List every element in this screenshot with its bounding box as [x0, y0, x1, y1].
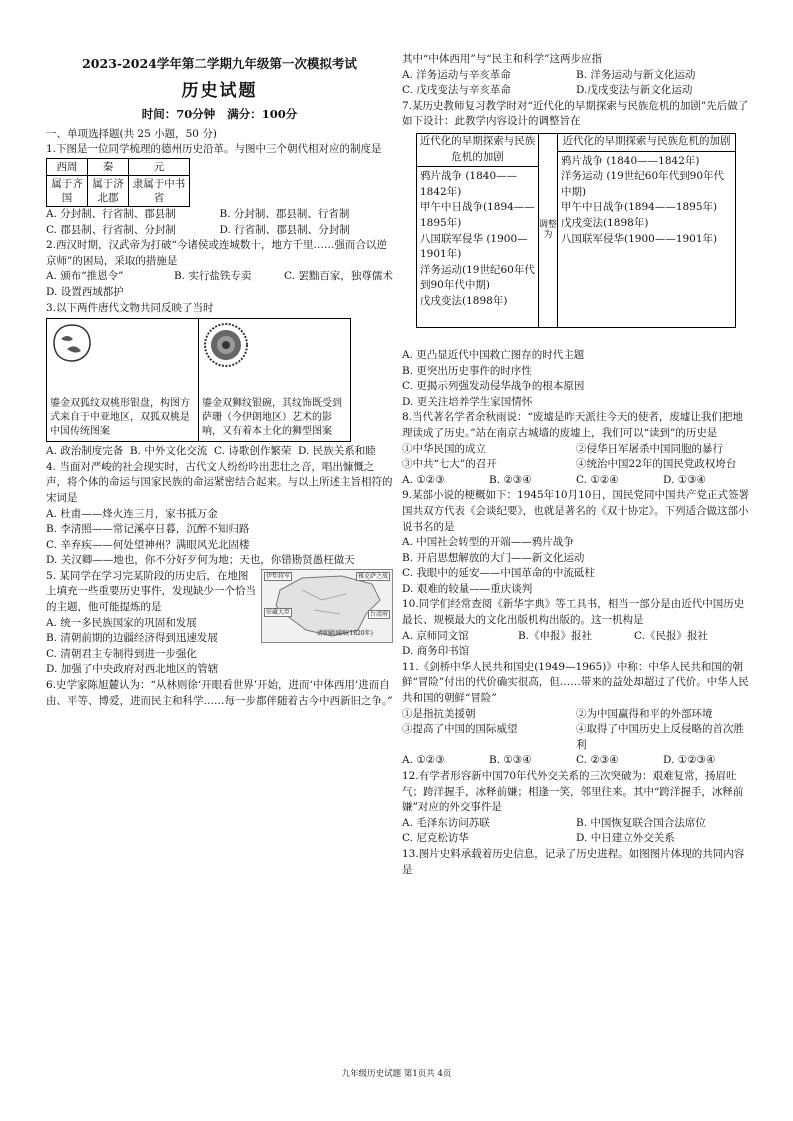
left-column	[46, 52, 393, 709]
q7-adjust-label: 调整为	[539, 134, 558, 327]
map-label: 台湾府	[369, 610, 388, 618]
option: C. ①②④	[576, 473, 619, 486]
option: B. 清朝前期的边疆经济得到迅速发展	[46, 632, 218, 645]
qing-map-image	[261, 569, 393, 643]
q1-options	[46, 207, 393, 238]
option: B.《申报》报社	[518, 629, 593, 642]
q8-stem: 8.当代著名学者余秋雨说：“废墟是昨天派往今天的使者，废墟让我们把地理读成了历史。”站在南京古城墙的废墟上，我们可以“读到”的历史是	[402, 411, 743, 439]
q9-stem: 9.某部小说的梗概如下：1945年10月10日，国民党同中国共产党正式签署国共双方代表《会谈纪要》，也就是著名的《双十协定》。下列适合做这部小说书名的是	[402, 489, 749, 533]
item: ④统治中国22年的国民党政权垮台	[576, 458, 737, 471]
q7-item: 甲午中日战争(1894——1895年)	[420, 201, 535, 229]
option: C.《民报》报社	[634, 629, 708, 642]
option: D. 更关注培养学生家国情怀	[402, 395, 533, 408]
q7-original	[417, 134, 539, 327]
map-label: 雅克萨之战	[357, 572, 388, 580]
map-label: 清朝疆域图(1820年)	[317, 629, 373, 637]
q7-item: 八国联军侵华(1900——1901年)	[561, 232, 718, 245]
option: C. ②③④	[576, 754, 619, 767]
q1-th: 西周	[47, 158, 88, 175]
q7-item: 戊戌变法(1898年)	[561, 216, 649, 229]
item: ①中华民国的成立	[402, 442, 486, 455]
option: D. 行省制、郡县制、分封制	[219, 223, 350, 236]
q13-stem: 13.图片史料承载着历史信息，记录了历史进程。如图图片体现的共同内容是	[402, 847, 745, 876]
item: ③提高了中国的国际威望	[402, 723, 518, 736]
art1-caption: 鎏金双狐纹双桃形银盘，构图方式来自于中亚地区，双狐双桃是中国传统图案	[50, 398, 190, 438]
option: A. 更凸显近代中国救亡图存的时代主题	[402, 348, 585, 361]
option: B. 李清照——常记溪亭日暮，沉醉不知归路	[46, 523, 250, 536]
q1-stem: 1.下图是一位同学梳理的德州历史沿革。与图中三个朝代相对应的制度是	[46, 143, 382, 156]
q10-stem: 10.同学们经常查阅《新华字典》等工具书，相当一部分是由近代中国历史最长、规模最大的文化出版机构出版的。这一机构是	[402, 598, 745, 627]
q7-item: 戊戌变法(1898年)	[420, 294, 508, 307]
q11-options	[402, 753, 750, 769]
q3-options: A. 政治制度完备 B. 中外文化交流 C. 诗歌创作繁荣 D. 民族关系和睦	[46, 445, 376, 458]
option: C. 戊戌变法与辛亥革命	[402, 84, 511, 97]
option: A. ①②③	[402, 754, 445, 767]
q7-item: 洋务运动(19世纪60年代到90年代中期)	[420, 263, 535, 292]
section-heading: 一、单项选择题(共 25 小题，50 分)	[46, 127, 217, 140]
q1-th: 元	[129, 158, 190, 175]
item: ①是指抗美援朝	[402, 707, 476, 720]
option: D. 设置西域都护	[46, 285, 124, 298]
q1-td: 属于齐国	[47, 175, 88, 206]
q1-td: 隶属于中书省	[129, 175, 190, 206]
art2-caption: 鎏金双狮纹银碗，其纹饰既受到萨珊（今伊朗地区）艺术的影响，又有着本土化的狮型图案	[202, 398, 342, 438]
item: ③中共“七大”的召开	[402, 458, 497, 471]
q6-options	[402, 68, 750, 99]
option: D. ①②③④	[663, 754, 716, 767]
q7-item: 甲午中日战争(1894——1895年)	[561, 201, 718, 214]
option: A. 洋务运动与辛亥革命	[402, 68, 511, 81]
q10-options	[402, 629, 750, 660]
option: A. 毛泽东访问苏联	[402, 816, 490, 829]
option: B. 分封制、郡县制、行省制	[219, 207, 350, 220]
option: B. ①③④	[489, 754, 532, 767]
q11-items	[402, 707, 750, 754]
option: D. 加强了中央政府对西北地区的管辖	[46, 663, 219, 676]
q7-col3-head: 近代化的早期探索与民族危机的加剧	[558, 134, 735, 152]
option: B. 中国恢复联合国合法席位	[576, 816, 706, 829]
q1-table	[46, 158, 190, 207]
option: D. 艰难的较量——重庆谈判	[402, 582, 533, 595]
q12-options	[402, 816, 750, 847]
artifact-silver-bowl	[199, 319, 350, 441]
exam-title: 2023-2024学年第二学期九年级第一次模拟考试	[82, 56, 357, 71]
option: B. ②③④	[489, 473, 532, 486]
q7-col1-head: 近代化的早期探索与民族危机的加剧	[417, 134, 538, 167]
item: ④取得了中国历史上反侵略的首次胜利	[576, 723, 744, 751]
silver-plate-icon	[50, 321, 94, 365]
q3-stem: 3.以下两件唐代文物共同反映了当时	[46, 301, 214, 314]
q8-items	[402, 442, 750, 473]
option: D. 中日建立外交关系	[576, 832, 675, 845]
q8-options	[402, 473, 750, 489]
option: A. 颁布“推恩令”	[46, 270, 124, 283]
subject-title: 历史试题	[181, 80, 258, 101]
option: A. 中国社会转型的开端——鸦片战争	[402, 536, 574, 549]
option: C. 更揭示列强发动侵华战争的根本原因	[402, 380, 585, 393]
option: C. 郡县制、行省制、分封制	[46, 223, 176, 236]
option: C. 尼克松访华	[402, 832, 469, 845]
option: D.戊戌变法与新文化运动	[576, 84, 693, 97]
option: B. 开启思想解放的大门——新文化运动	[402, 551, 585, 564]
option: D. 关汉卿——地也，你不分好歹何为地；天也，你错勘贤愚枉做天	[46, 554, 355, 567]
option: D. ①③④	[663, 473, 706, 486]
option: C. 辛弃疾——何处望神州？满眼风光北固楼	[46, 538, 250, 551]
q6-stem-cont: 其中“中体西用”与“民主和科学”这两步应指	[402, 53, 602, 65]
option: C. 我眼中的延安——中国革命的中流砥柱	[402, 567, 595, 580]
option: A. 京师同文馆	[402, 629, 469, 642]
page-footer: 九年级历史试题 第1页共 4页	[341, 1069, 452, 1080]
q2-stem: 2.西汉时期，汉武帝为打破“今诸侯或连城数十，地方千里……强而合以逆京师”的困局，采取的措施是	[46, 239, 387, 267]
q4-stem: 4. 当面对严峻的社会现实时，古代文人纷纷吟出悲壮之音，唱出慷慨之声，将个体的命运与国家民族的命运紧密结合起来。与以上所述主旨相符的宋词是	[46, 460, 393, 504]
right-column	[402, 52, 750, 878]
option: C. 清朝君主专制得到进一步强化	[46, 647, 197, 660]
map-label: 伊犁将军	[266, 572, 291, 580]
artifact-silver-plate	[47, 319, 199, 441]
map-label: 驻藏大臣	[266, 608, 291, 616]
q3-artifacts	[46, 318, 351, 442]
q6-stem: 6.史学家陈旭麓认为：“从林则徐‘开眼看世界’开始，进而‘中体西用’进而自由、平等、博爱，进而民主和科学……每一步都伴随着古今中西新旧之争。”	[46, 679, 393, 707]
silver-bowl-icon	[202, 321, 250, 369]
option: A. 分封制、行省制、郡县制	[46, 207, 176, 220]
option: B. 洋务运动与新文化运动	[576, 68, 696, 81]
option: C. 罢黜百家，独尊儒术	[284, 270, 393, 283]
exam-meta: 时间：70分钟 满分：100分	[141, 107, 298, 122]
option: A. ①②③	[402, 473, 445, 486]
q11-stem: 11.《剑桥中华人民共和国史(1949—1965)》中称：中华人民共和国的朝鲜“冒险”付出的代价确实很高，但……带来的益处却超过了代价。中华人民共和国的朝鲜“冒险”	[402, 660, 749, 705]
item: ②侵华日军屠杀中国同胞的暴行	[576, 442, 723, 455]
option: B. 更突出历史事件的时序性	[402, 364, 532, 377]
q7-item: 八国联军侵华 (1900—1901年)	[420, 232, 528, 261]
q1-th: 秦	[88, 158, 129, 175]
q7-adjusted	[558, 134, 735, 327]
q7-table	[416, 133, 736, 328]
option: B. 实行盐铁专卖	[174, 270, 252, 283]
q7-item: 洋务运动 (19世纪60年代到90年代中期)	[561, 170, 725, 198]
q7-item: 鸦片战争 (1840——1842年)	[561, 154, 700, 167]
option: A. 杜甫——烽火连三月，家书抵万金	[46, 507, 218, 520]
option: A. 统一多民族国家的巩固和发展	[46, 616, 197, 629]
q5-stem: 5. 某同学在学习完某阶段的历史后，在地图上填充一些重要历史事件，发现缺少一个恰当的主题，他可能提炼的是	[46, 569, 256, 614]
item: ②为中国赢得和平的外部环境	[576, 707, 713, 720]
q1-td: 属于济北郡	[88, 175, 129, 206]
option: D. 商务印书馆	[402, 645, 470, 658]
q7-stem: 7.某历史教师复习教学时对“近代化的早期探索与民族危机的加剧”先后做了如下设计：此教学内容设计的调整旨在	[402, 99, 749, 128]
q7-item: 鸦片战争 (1840——1842年)	[420, 170, 518, 198]
q2-options	[46, 269, 393, 285]
q12-stem: 12.有学者形容新中国70年代外交关系的三次突破为：艰难复常，扬眉吐气；跨洋握手，冰释前嫌；相逢一笑，邻里往来。其中“跨洋握手，冰释前嫌”对应的外交事件是	[402, 770, 744, 814]
